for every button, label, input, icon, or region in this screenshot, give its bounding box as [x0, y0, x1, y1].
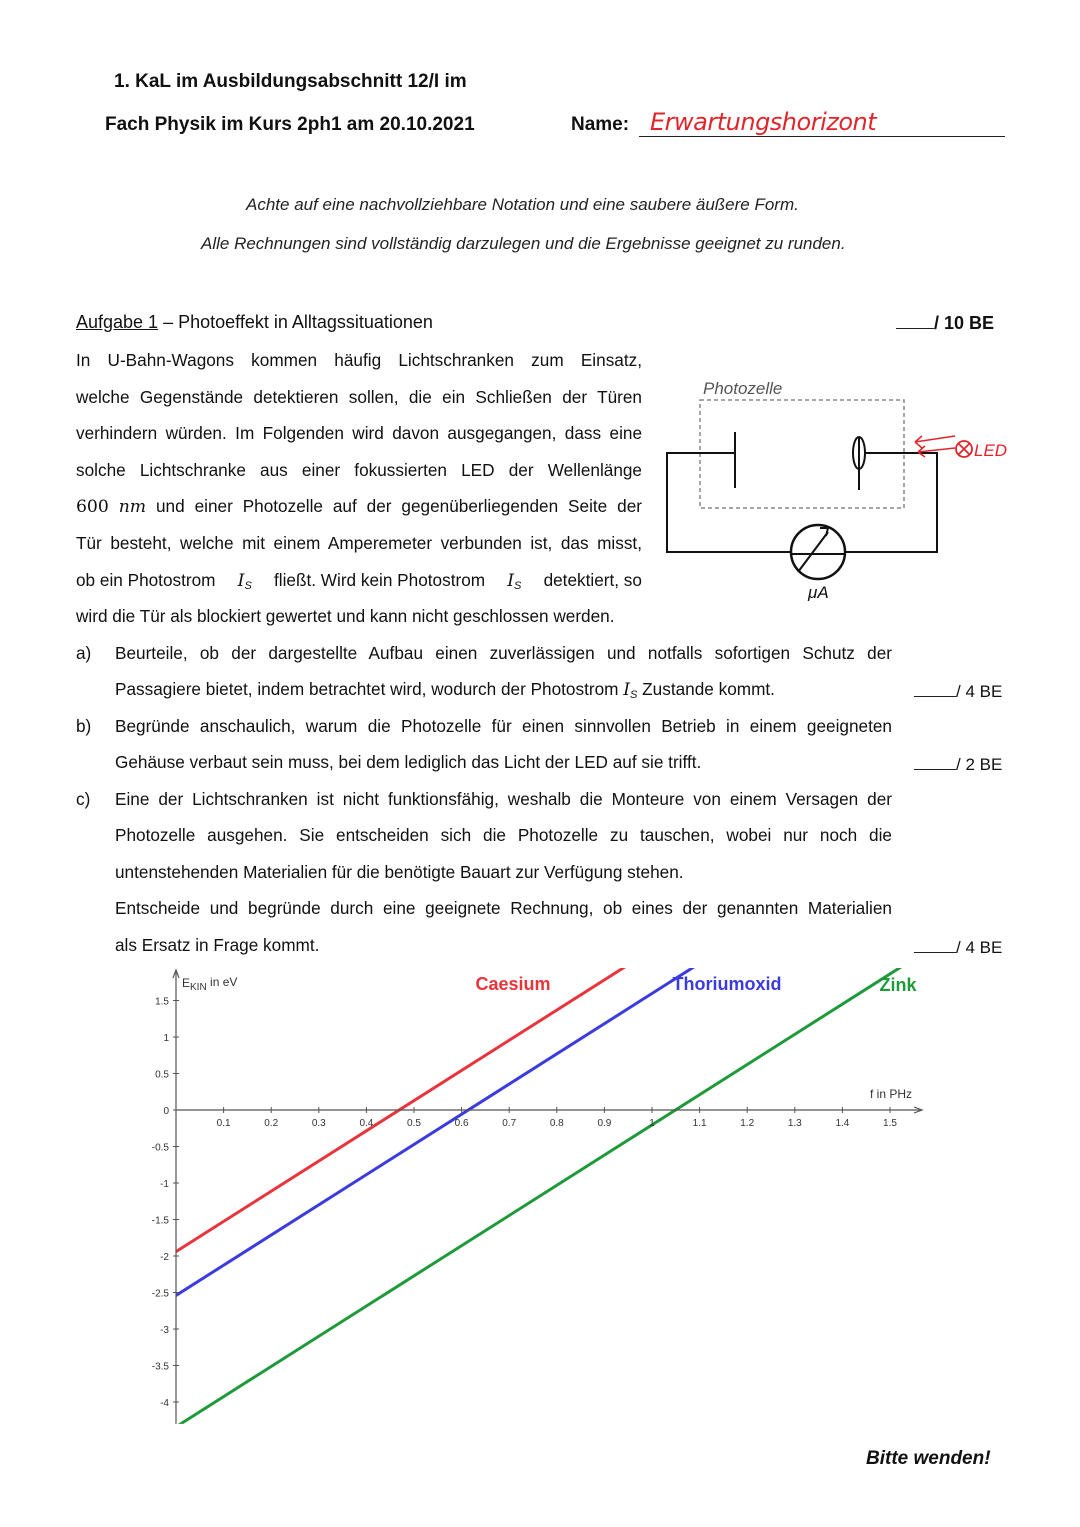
wire-left [667, 453, 790, 552]
I-symbol: I [237, 571, 245, 591]
intro-line-5 [76, 498, 642, 516]
x-axis-label: f in PHz [869, 1087, 913, 1101]
S-subscript: S [244, 580, 252, 592]
subtask-a-line-2 [115, 681, 775, 701]
x-tick-label: 1.3 [787, 1118, 802, 1129]
circuit-diagram [660, 360, 1020, 610]
name-label: Name: [571, 114, 630, 135]
header-line-1: 1. KaL im Ausbildungsabschnitt 12/I im [114, 71, 467, 92]
x-tick-label: 1.5 [883, 1118, 897, 1129]
task-title-text: Photoeffekt in Alltagssituationen [178, 312, 433, 332]
current-symbol-2 [507, 572, 521, 592]
I-symbol: I [507, 571, 515, 591]
points-blank[interactable] [896, 313, 934, 329]
y-tick-label: -4 [160, 1398, 169, 1409]
subtask-b-line-2: Gehäuse verbaut sein muss, bei dem lediglich das Licht der LED auf sie trifft. [115, 752, 702, 772]
subtask-a-line-2-b: Zustande kommt. [642, 679, 775, 699]
x-tick-label: 0.1 [216, 1118, 231, 1129]
y-tick-label: 0 [163, 1106, 169, 1117]
subtask-c-blank[interactable] [914, 937, 956, 953]
intro-line-7-a: ob ein Photostrom [76, 570, 216, 590]
subtask-a-line-1: Beurteile, ob der dargestellte Aufbau einen zuverlässigen und notfalls sofortigen Schutz der [115, 643, 892, 663]
subtask-b-line-1: Begründe anschaulich, warum die Photozelle für einen sinnvollen Betrieb in einem geeigneten [115, 716, 892, 736]
subtask-a-points-value: / 4 BE [956, 682, 1003, 701]
task-points-value: / 10 BE [934, 313, 995, 333]
x-tick-label: 0.6 [454, 1118, 469, 1129]
led-ray-1 [915, 436, 955, 448]
series-label-thoriumoxid: Thoriumoxid [672, 974, 782, 994]
x-tick-label: 1 [649, 1118, 655, 1129]
subtask-c-points-value: / 4 BE [956, 938, 1003, 957]
y-axis-label: $E_{KIN}$ in eV [182, 975, 238, 993]
ammeter-label: μA [808, 583, 829, 602]
intro-line-6: Tür besteht, welche mit einem Amperemeter verbunden ist, das misst, [76, 533, 642, 553]
intro-line-2: welche Gegenstände detektieren sollen, die ein Schließen der Türen [76, 387, 642, 407]
instruction-2: Alle Rechnungen sind vollständig darzulegen und die Ergebnisse geeignet zu runden. [201, 234, 846, 253]
x-tick-label: 1.2 [740, 1118, 755, 1129]
y-tick-label: -3.5 [151, 1361, 169, 1373]
intro-line-7-c: detektiert, so [543, 570, 642, 590]
y-tick-label: 0.5 [155, 1069, 169, 1081]
y-tick-label: 1.5 [155, 996, 169, 1008]
subtask-c-line-5: als Ersatz in Frage kommt. [115, 935, 320, 955]
x-tick-label: 0.7 [502, 1118, 517, 1129]
instruction-1: Achte auf eine nachvollziehbare Notation und eine saubere äußere Form. [246, 195, 799, 214]
footer-note: Bitte wenden! [866, 1448, 991, 1469]
x-tick-label: 0.2 [264, 1118, 279, 1129]
name-line[interactable] [639, 136, 1005, 137]
task-dash: – [158, 312, 179, 332]
task-points [896, 313, 994, 334]
name-value: Erwartungshorizont [650, 108, 877, 136]
wavelength-unit: nm [118, 497, 147, 517]
task-label: Aufgabe 1 [76, 312, 159, 332]
subtask-c-line-2: Photozelle ausgehen. Sie entscheiden sich die Photozelle zu tauschen, wobei nur noch die [115, 825, 892, 845]
intro-line-7-b: fließt. Wird kein Photostrom [273, 570, 486, 590]
y-tick-label: -1 [160, 1179, 169, 1190]
y-tick-label: -2.5 [151, 1288, 169, 1300]
subtask-c-line-1: Eine der Lichtschranken ist nicht funktionsfähig, weshalb die Monteure von einem Versagen der [115, 789, 892, 809]
S-subscript: S [514, 580, 522, 592]
energy-frequency-chart [0, 960, 1080, 1430]
current-symbol-1 [238, 572, 252, 592]
subtask-b-points [914, 754, 1002, 775]
x-tick-label: 0.9 [597, 1118, 612, 1129]
series-label-caesium: Caesium [475, 974, 551, 994]
intro-line-5-rest: und einer Photozelle auf der gegenüberliegenden Seite der [156, 496, 642, 516]
I-symbol: I [623, 680, 631, 700]
subtask-b-points-value: / 2 BE [956, 755, 1003, 774]
intro-line-7 [76, 572, 642, 592]
intro-line-1: In U-Bahn-Wagons kommen häufig Lichtschranken zum Einsatz, [76, 350, 642, 370]
intro-line-3: verhindern würden. Im Folgenden wird davon ausgegangen, dass eine [76, 423, 642, 443]
y-tick-label: -3 [160, 1325, 169, 1336]
subtask-a-points [914, 681, 1002, 702]
x-tick-label: 0.8 [549, 1118, 564, 1129]
y-tick-label: -0.5 [151, 1142, 169, 1154]
S-subscript: S [630, 689, 638, 701]
led-label: LED [974, 441, 1008, 460]
intro-line-4: solche Lichtschranke aus einer fokussierten LED der Wellenlänge [76, 460, 642, 480]
x-tick-label: 1.1 [692, 1118, 707, 1129]
subtask-b-blank[interactable] [914, 754, 956, 770]
subtask-c-line-3: untenstehenden Materialien für die benötigte Bauart zur Verfügung stehen. [115, 862, 684, 882]
y-tick-label: -1.5 [151, 1215, 169, 1227]
subtask-c-letter: c) [76, 789, 91, 809]
subtask-a-blank[interactable] [914, 681, 956, 697]
intro-line-8: wird die Tür als blockiert gewertet und kann nicht geschlossen werden. [76, 606, 615, 626]
task-title [76, 313, 433, 331]
header-line-2: Fach Physik im Kurs 2ph1 am 20.10.2021 [105, 114, 475, 135]
subtask-a-line-2-a: Passagiere bietet, indem betrachtet wird, wodurch der Photostrom [115, 679, 619, 699]
x-tick-label: 0.4 [359, 1118, 374, 1129]
x-tick-label: 0.5 [407, 1118, 421, 1129]
y-tick-label: 1 [163, 1033, 169, 1044]
x-tick-label: 0.3 [311, 1118, 326, 1129]
subtask-a-letter: a) [76, 643, 92, 663]
y-tick-label: -2 [160, 1252, 169, 1263]
subtask-c-line-4: Entscheide und begründe durch eine geeignete Rechnung, ob eines der genannten Materialien [115, 898, 892, 918]
series-label-zink: Zink [879, 975, 917, 995]
subtask-c-points [914, 937, 1002, 958]
x-tick-label: 1.4 [835, 1118, 850, 1129]
subtask-b-letter: b) [76, 716, 92, 736]
photocell-label: Photozelle [703, 379, 783, 398]
wavelength-value: 600 [76, 497, 109, 517]
series-line-thoriumoxid [128, 960, 1032, 1326]
